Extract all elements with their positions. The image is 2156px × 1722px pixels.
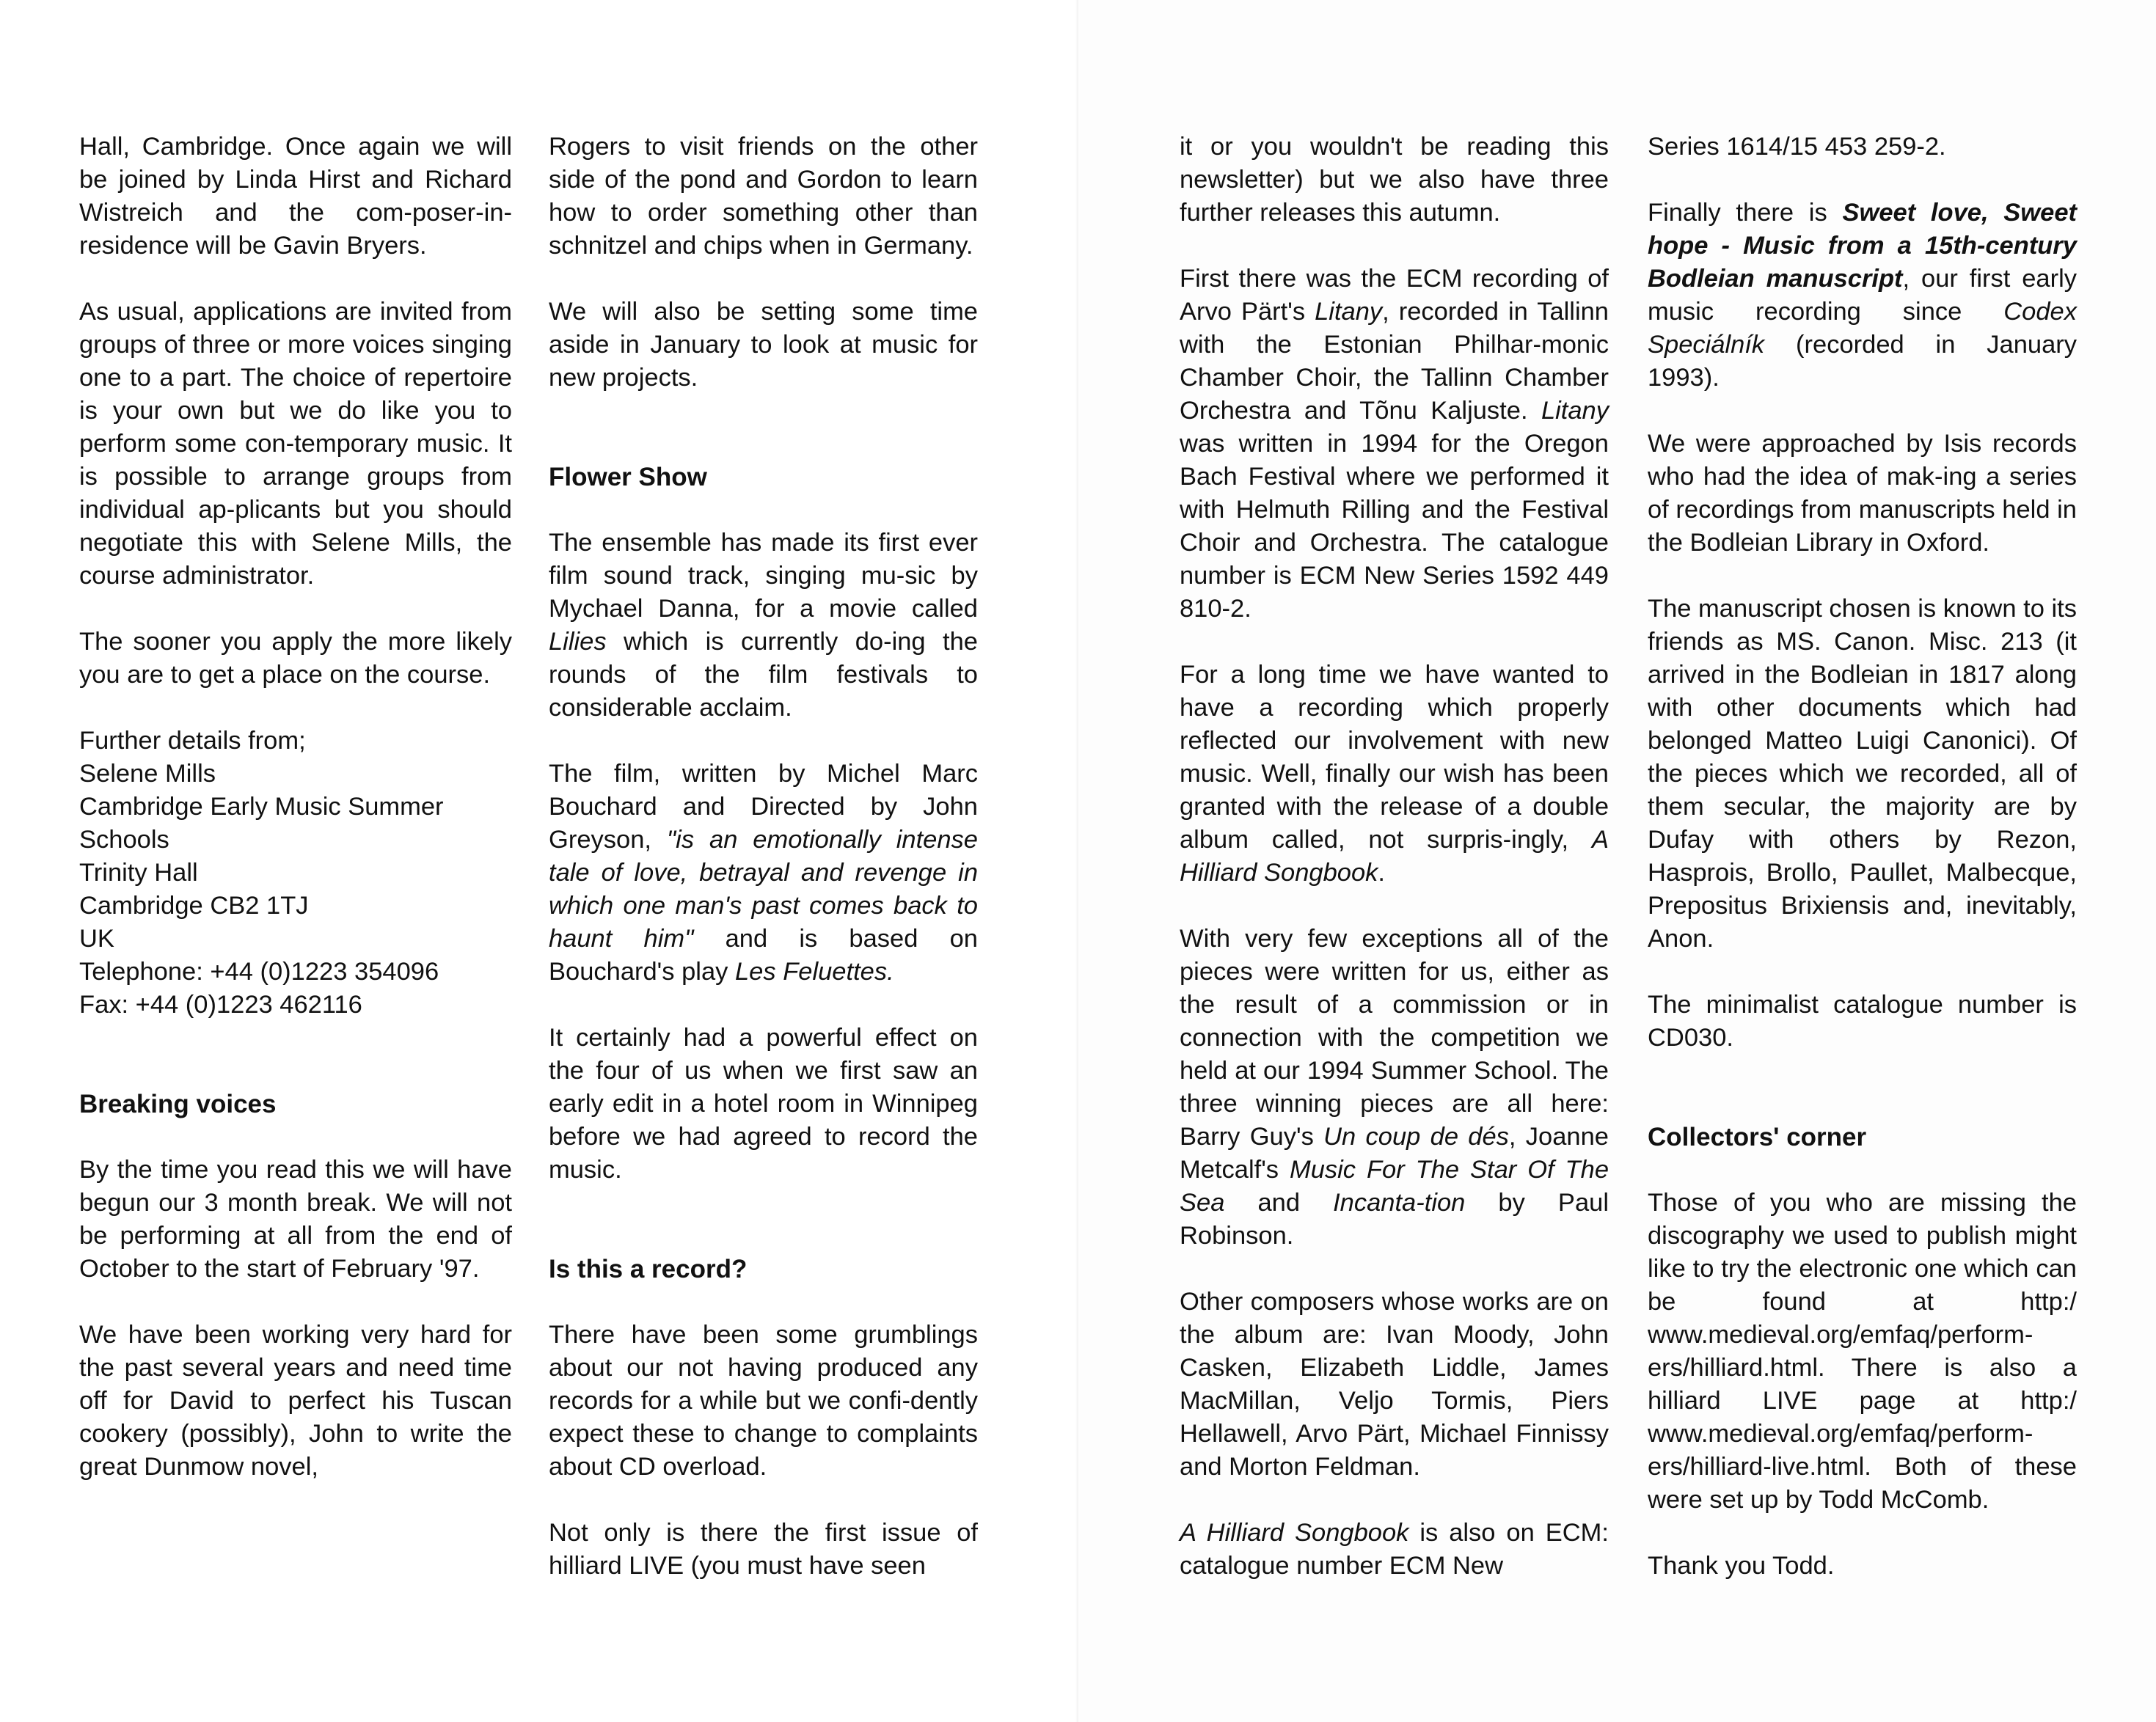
paragraph: Thank you Todd. — [1648, 1552, 1835, 1580]
paragraph: As usual, applications are invited from groups of three or more voices singing one to a part. The choice of repertoire is your own but we do like you to perform some con-temporary music. It is possible to arrange groups from individual ap-plicants but you should negotiate this with Selene Mills, the course administrator. — [79, 298, 512, 590]
paragraph: It certainly had a powerful effect on the four of us when we first saw an early edit in a hotel room in Winnipeg before we had agreed to record the music. — [549, 1024, 978, 1184]
film-title: Lilies — [549, 628, 607, 656]
paragraph: First there was the ECM recording of Arvo Pärt's Litany, recorded in Tallinn with the Estonian Philhar-monic Chamber Choir, the Tallinn Chamber Orchestra and Tõnu Kaljuste. Litany was written in 1994 for the Oregon Bach Festival where we performed it with Helmuth Rilling and the Festival Choir and Orchestra. The catalogue number is ECM New Series 1592 449 810-2. — [1180, 265, 1609, 623]
paragraph: The sooner you apply the more likely you are to get a place on the course. — [79, 628, 512, 689]
piece-title: Incanta-tion — [1333, 1189, 1466, 1217]
address-line: Fax: +44 (0)1223 462116 — [79, 991, 362, 1019]
paragraph: For a long time we have wanted to have a recording which properly reflected our involvement with new music. Well, finally our wish has been granted with the release of a double album called, not surpris-ingly, A Hilliard Songbook. — [1180, 661, 1609, 887]
section-heading: Flower Show — [549, 463, 707, 491]
address-line: UK — [79, 925, 114, 953]
paragraph: it or you wouldn't be reading this newsletter) but we also have three further releases this autumn. — [1180, 133, 1609, 227]
album-title: A Hilliard Songbook — [1180, 826, 1609, 887]
paragraph: The film, written by Michel Marc Bouchard and Directed by John Greyson, "is an emotionally intense tale of love, betrayal and revenge in which one man's past comes back to haunt him" and is based on Bouchard's play Les Feluettes. — [549, 760, 978, 986]
address-line: Cambridge Early Music Summer Schools — [79, 793, 444, 854]
address-line: Selene Mills — [79, 760, 216, 788]
address-line: Telephone: +44 (0)1223 354096 — [79, 958, 439, 986]
left-column-1 — [79, 131, 512, 1517]
address-line: Cambridge CB2 1TJ — [79, 892, 309, 920]
film-quote: "is an emotionally intense tale of love, betrayal and revenge in which one man's past comes back to haunt him" — [549, 826, 978, 953]
album-title: A Hilliard Songbook — [1180, 1519, 1409, 1547]
paragraph: Rogers to visit friends on the other side of the pond and Gordon to learn how to order something other than schnitzel and chips when in Germany. — [549, 133, 978, 260]
section-heading: Breaking voices — [79, 1090, 277, 1118]
paragraph: Finally there is Sweet love, Sweet hope - Music from a 15th-century Bodleian manuscript, our first early music recording since Codex Speciálník (recorded in January 1993). — [1648, 199, 2077, 392]
address-line: Trinity Hall — [79, 859, 198, 887]
paragraph: We will also be setting some time aside in January to look at music for new projects. — [549, 298, 978, 392]
album-title: Codex Speciálník — [1648, 298, 2077, 359]
album-title: Sweet love, Sweet hope - Music from a 15th-century Bodleian manuscript — [1648, 199, 2077, 293]
paragraph: Series 1614/15 453 259-2. — [1648, 133, 1946, 161]
play-title: Les Feluettes. — [734, 958, 894, 986]
section-heading: Is this a record? — [549, 1255, 748, 1283]
left-column-2 — [549, 131, 978, 1616]
right-column-2 — [1648, 131, 2077, 1616]
paragraph: Hall, Cambridge. Once again we will be joined by Linda Hirst and Richard Wistreich and the com-poser-in-residence will be Gavin Bryers. — [79, 133, 512, 260]
paragraph: By the time you read this we will have begun our 3 month break. We will not be performing at all from the end of October to the start of February '97. — [79, 1156, 512, 1283]
paragraph: We were approached by Isis records who had the idea of mak-ing a series of recordings from manuscripts held in the Bodleian Library in Oxford. — [1648, 430, 2077, 557]
address-block — [79, 725, 512, 1022]
paragraph: We have been working very hard for the past several years and need time off for David to perfect his Tuscan cookery (possibly), John to write the great Dunmow novel, — [79, 1321, 512, 1481]
paragraph: With very few exceptions all of the pieces were written for us, either as the result of a commission or in connection with the competition we held at our 1994 Summer School. The three winning pieces are all here: Barry Guy's Un coup de dés, Joanne Metcalf's Music For The Star Of The Sea and Incanta-tion by Paul Robinson. — [1180, 925, 1609, 1250]
paragraph: A Hilliard Songbook is also on ECM: catalogue number ECM New — [1180, 1519, 1609, 1580]
paragraph: Those of you who are missing the discography we used to publish might like to try the electronic one which can be found at http:/ www.medieval.org/emfaq/perform-ers/hilliard.html. There is also a hilliard LIVE page at http:/ www.medieval.org/emfaq/perform-ers/hilliard-live.html. Both of these were set up by Todd McComb. — [1648, 1189, 2077, 1514]
paragraph: Not only is there the first issue of hilliard LIVE (you must have seen — [549, 1519, 978, 1580]
album-title: Litany — [1315, 298, 1383, 326]
paragraph: The minimalist catalogue number is CD030. — [1648, 991, 2077, 1052]
paragraph: The manuscript chosen is known to its friends as MS. Canon. Misc. 213 (it arrived in the Bodleian in 1817 along with other documents which had belonged Matteo Luigi Canonici). Of the pieces which we recorded, all of them secular, the majority are by Dufay with others by Rezon, Hasprois, Brollo, Paullet, Malbecque, Prepositus Brixiensis and, inevitably, Anon. — [1648, 595, 2077, 953]
album-title: Litany — [1541, 397, 1609, 425]
section-heading: Collectors' corner — [1648, 1123, 1867, 1151]
piece-title: Un coup de dés — [1323, 1123, 1509, 1151]
paragraph: There have been some grumblings about our not having produced any records for a while but we confi-dently expect these to change to complaints about CD overload. — [549, 1321, 978, 1481]
paragraph: Other composers whose works are on the album are: Ivan Moody, John Casken, Elizabeth Liddle, James MacMillan, Veljo Tormis, Piers Hellawell, Arvo Pärt, Michael Finnissy and Morton Feldman. — [1180, 1288, 1609, 1481]
address-line: Further details from; — [79, 727, 306, 755]
right-column-1 — [1180, 131, 1609, 1616]
piece-title: Music For The Star Of The Sea — [1180, 1156, 1609, 1217]
paragraph: The ensemble has made its first ever film sound track, singing mu-sic by Mychael Danna, for a movie called Lilies which is currently do-ing the rounds of the film festivals to considerable acclaim. — [549, 529, 978, 722]
